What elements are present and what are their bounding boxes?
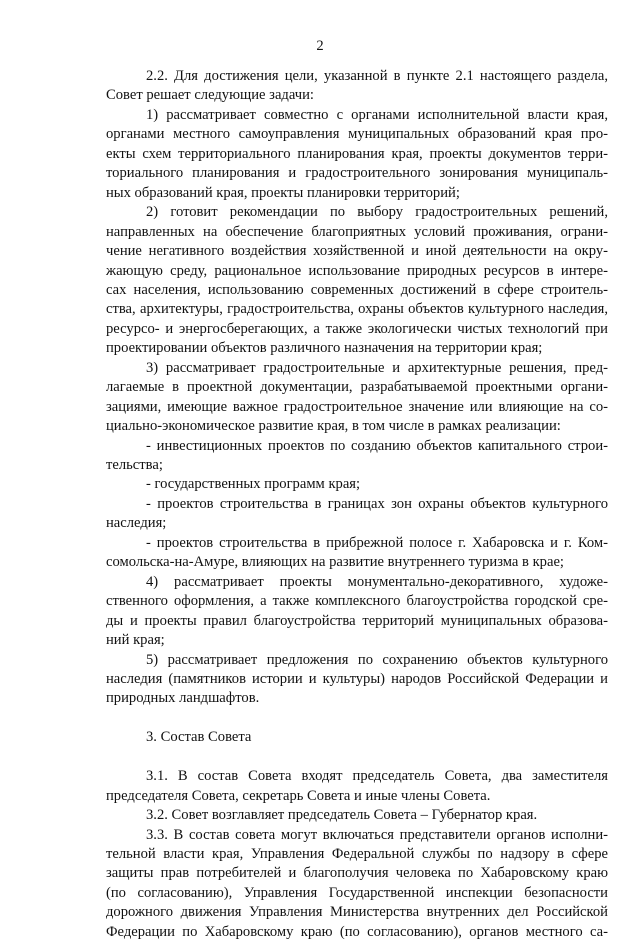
text-line: 3.3. В состав совета могут включаться представители органов исполни-	[146, 826, 608, 843]
text-line: ториального планирования и градостроительного зонирования муниципаль-	[106, 165, 608, 182]
text-line: ных образований края, проекты планировки территорий;	[106, 184, 460, 201]
text-line: - проектов строительства в прибрежной полосе г. Хабаровска и г. Ком-	[146, 534, 608, 551]
page-number: 2	[316, 38, 324, 54]
text-line: тельства;	[106, 457, 163, 473]
text-line: ды и проекты правил благоустройства территорий муниципальных образова-	[106, 612, 608, 629]
text-line: ресурсо- и энергосберегающих, а также экологически чистых технологий при	[106, 320, 608, 337]
text-line: сомольска-на-Амуре, влияющих на развитие внутреннего туризма в крае;	[106, 554, 564, 571]
text-line: 5) рассматривает предложения по сохранению объектов культурного	[146, 651, 608, 668]
text-line: Федерации по Хабаровскому краю (по согласованию), органов местного са-	[106, 923, 608, 940]
text-line: зациями, имеющие важное градостроительное значение или влияющие на со-	[106, 398, 608, 415]
text-line: 1) рассматривает совместно с органами исполнительной власти края,	[146, 106, 608, 123]
text-line: защиты прав потребителей и благополучия человека по Хабаровскому краю	[106, 865, 608, 882]
text-line: наследия;	[106, 515, 167, 532]
text-line: 3) рассматривает градостроительные и архитектурные решения, пред-	[146, 359, 608, 376]
text-line: - государственных программ края;	[146, 476, 361, 493]
text-line: ственного оформления, а также комплексного благоустройства городской сре-	[106, 593, 608, 610]
text-line: тельной власти края, Управления Федеральной службы по надзору в сфере	[106, 846, 608, 862]
text-line: лагаемые в проектной документации, разрабатываемой проектными органи-	[106, 379, 608, 396]
text-line: 2.2. Для достижения цели, указанной в пункте 2.1 настоящего раздела,	[146, 68, 608, 84]
text-line: 4) рассматривает проекты монументально-декоративного, художе-	[146, 573, 608, 590]
text-line: 3. Состав Совета	[146, 729, 252, 746]
text-line: сах населения, использованию современных достижений в сфере строитель-	[106, 281, 608, 298]
text-line: ний края;	[106, 632, 165, 649]
text-line: - проектов строительства в границах зон охраны объектов культурного	[146, 495, 608, 512]
text-line: природных ландшафтов.	[106, 690, 260, 707]
text-line: 2) готовит рекомендации по выбору градостроительных решений,	[146, 204, 608, 221]
text-line: 3.2. Совет возглавляет председатель Совета – Губернатор края.	[146, 807, 538, 824]
text-line: председателя Совета, секретарь Совета и иные члены Совета.	[106, 787, 491, 804]
text-line: - инвестиционных проектов по созданию объектов капитального строи-	[146, 437, 608, 454]
text-line: чение негативного воздействия хозяйственной и иной деятельности на окру-	[106, 243, 608, 260]
text-line: екты схем территориального планирования края, проекты документов терри-	[106, 145, 608, 162]
text-line: ства, архитектуры, градостроительства, охраны объектов культурного наследия,	[106, 301, 608, 318]
text-line: 3.1. В состав Совета входят председатель Совета, два заместителя	[146, 768, 608, 785]
text-line: органами местного самоуправления муниципальных образований края про-	[106, 126, 608, 143]
text-line: направленных на обеспечение благоприятных условий проживания, ограни-	[106, 223, 608, 240]
text-line: (по согласованию), Управления Государственной инспекции безопасности	[106, 884, 608, 901]
text-line: жающую среду, рациональное использование природных ресурсов в интере-	[106, 262, 608, 279]
text-line: наследия (памятников истории и культуры) народов Российской Федерации и	[106, 670, 608, 687]
text-line: циально-экономическое развитие края, в том числе в рамках реализации:	[106, 418, 561, 435]
text-line: проектировании объектов различного назначения на территории края;	[106, 340, 543, 357]
text-line: Совет решает следующие задачи:	[106, 87, 314, 104]
text-line: дорожного движения Управления Министерства внутренних дел Российской	[106, 904, 608, 921]
